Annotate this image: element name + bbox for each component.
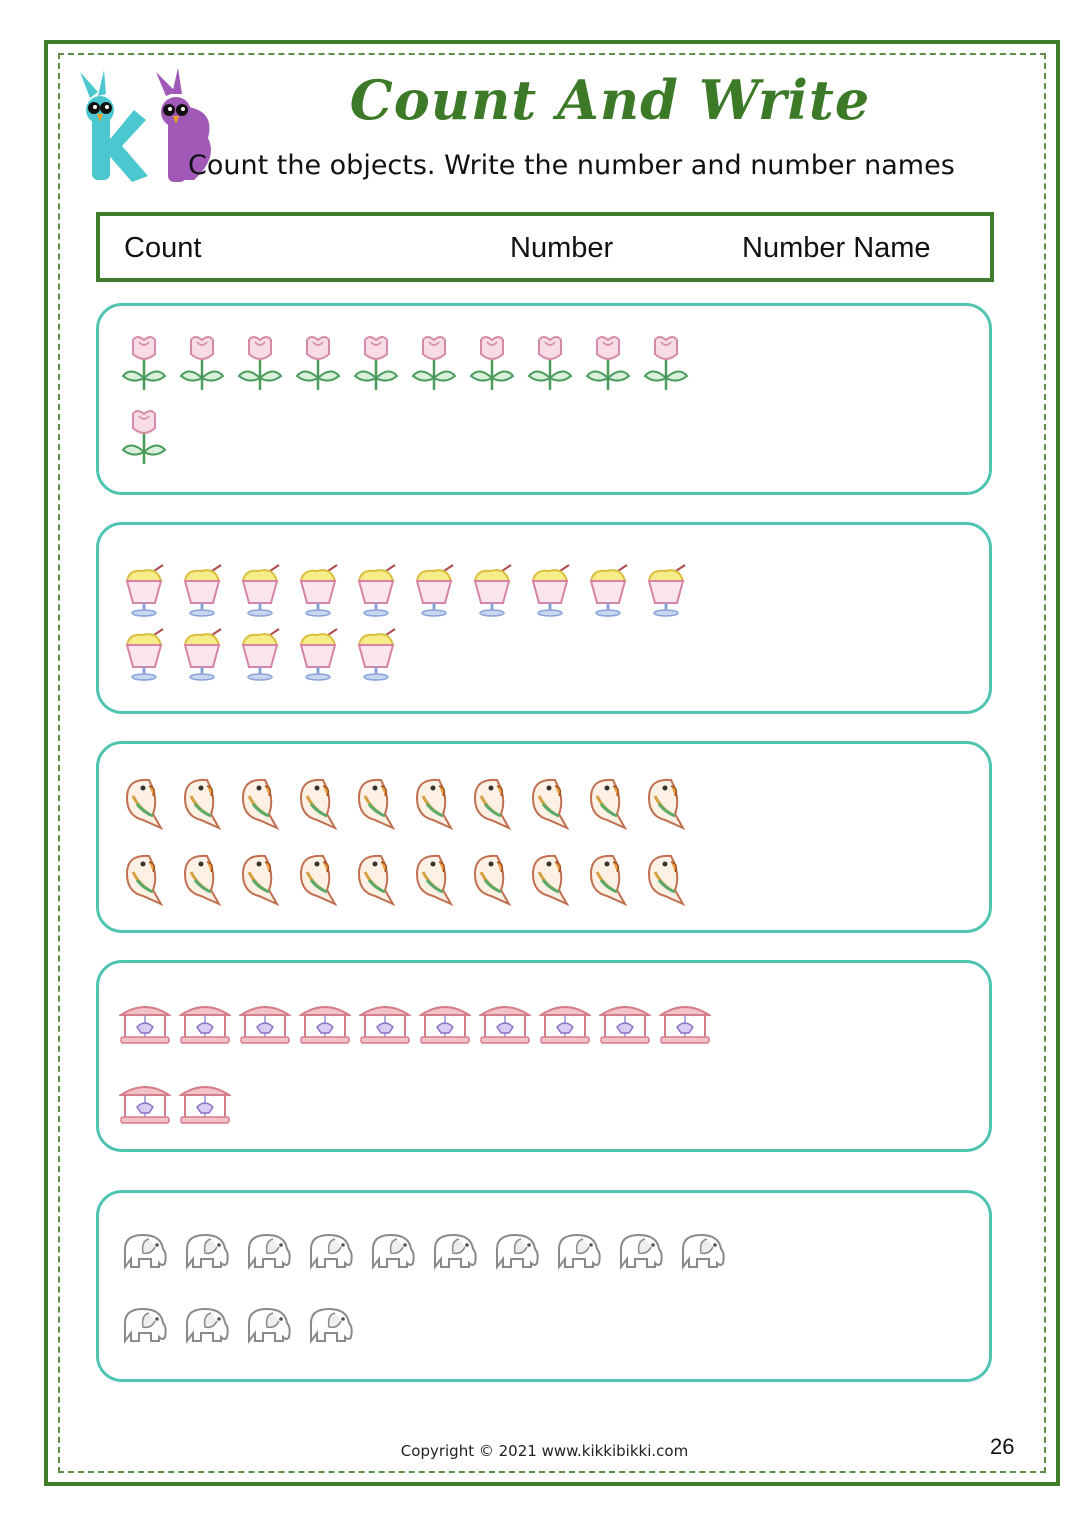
parrot-icon — [641, 774, 691, 830]
sundae-icon — [525, 563, 575, 619]
rose-icon — [351, 332, 401, 392]
carousel-row-1 — [119, 1001, 711, 1045]
parrot-icon — [351, 850, 401, 906]
carousel-icon — [179, 1001, 231, 1045]
count-box-carousels[interactable] — [96, 960, 992, 1152]
elephant-icon — [119, 1301, 171, 1349]
rose-icon — [235, 332, 285, 392]
elephant-icon — [243, 1227, 295, 1275]
sundae-icon — [119, 563, 169, 619]
parrot-icon — [235, 850, 285, 906]
parrot-icon — [467, 850, 517, 906]
rose-icon — [467, 332, 517, 392]
parrot-icon — [409, 774, 459, 830]
elephant-icon — [181, 1227, 233, 1275]
column-header-bar — [96, 212, 994, 282]
carousel-icon — [419, 1001, 471, 1045]
column-header-count: Count — [124, 232, 202, 264]
parrot-icon — [525, 850, 575, 906]
carousel-icon — [119, 1081, 171, 1125]
parrot-icon — [351, 774, 401, 830]
elephant-icon — [305, 1227, 357, 1275]
carousel-icon — [239, 1001, 291, 1045]
sundae-icon — [409, 563, 459, 619]
rose-icon — [119, 406, 169, 466]
parrot-icon — [641, 850, 691, 906]
rose-row-1 — [119, 332, 691, 392]
parrot-icon — [525, 774, 575, 830]
rose-icon — [583, 332, 633, 392]
worksheet-title: Count And Write — [349, 68, 871, 132]
carousel-icon — [539, 1001, 591, 1045]
rose-icon — [409, 332, 459, 392]
elephant-icon — [367, 1227, 419, 1275]
parrot-row-1 — [119, 774, 691, 830]
copyright-footer: Copyright © 2021 www.kikkibikki.com — [400, 1442, 689, 1460]
sundae-icon — [583, 563, 633, 619]
elephant-icon — [305, 1301, 357, 1349]
elephant-row-1 — [119, 1227, 729, 1275]
count-box-sundaes[interactable] — [96, 522, 992, 714]
sundae-icon — [351, 563, 401, 619]
carousel-icon — [599, 1001, 651, 1045]
rose-icon — [293, 332, 343, 392]
parrot-icon — [177, 850, 227, 906]
sundae-icon — [119, 627, 169, 683]
parrot-icon — [177, 774, 227, 830]
column-header-number: Number — [510, 232, 614, 264]
parrot-icon — [467, 774, 517, 830]
sundae-icon — [641, 563, 691, 619]
sundae-icon — [293, 563, 343, 619]
elephant-icon — [615, 1227, 667, 1275]
sundae-icon — [467, 563, 517, 619]
parrot-icon — [293, 850, 343, 906]
carousel-icon — [659, 1001, 711, 1045]
parrot-icon — [293, 774, 343, 830]
parrot-icon — [235, 774, 285, 830]
worksheet-instruction: Count the objects. Write the number and number names — [188, 150, 955, 181]
elephant-icon — [491, 1227, 543, 1275]
parrot-icon — [583, 774, 633, 830]
parrot-icon — [119, 850, 169, 906]
parrot-row-2 — [119, 850, 691, 906]
carousel-icon — [479, 1001, 531, 1045]
elephant-icon — [243, 1301, 295, 1349]
page-number: 26 — [990, 1434, 1015, 1459]
rose-row-2 — [119, 406, 169, 466]
rose-icon — [177, 332, 227, 392]
sundae-icon — [177, 627, 227, 683]
sundae-icon — [235, 563, 285, 619]
elephant-row-2 — [119, 1301, 357, 1349]
carousel-icon — [299, 1001, 351, 1045]
sundae-row-2 — [119, 627, 401, 683]
rose-icon — [119, 332, 169, 392]
sundae-icon — [293, 627, 343, 683]
sundae-icon — [177, 563, 227, 619]
count-box-elephants[interactable] — [96, 1190, 992, 1382]
elephant-icon — [119, 1227, 171, 1275]
carousel-icon — [359, 1001, 411, 1045]
parrot-icon — [409, 850, 459, 906]
carousel-row-2 — [119, 1081, 231, 1125]
carousel-icon — [119, 1001, 171, 1045]
sundae-row-1 — [119, 563, 691, 619]
parrot-icon — [119, 774, 169, 830]
column-header-number-name: Number Name — [742, 232, 931, 264]
count-box-roses[interactable] — [96, 303, 992, 495]
count-box-parrots[interactable] — [96, 741, 992, 933]
elephant-icon — [553, 1227, 605, 1275]
parrot-icon — [583, 850, 633, 906]
carousel-icon — [179, 1081, 231, 1125]
elephant-icon — [677, 1227, 729, 1275]
rose-icon — [641, 332, 691, 392]
sundae-icon — [235, 627, 285, 683]
elephant-icon — [181, 1301, 233, 1349]
rose-icon — [525, 332, 575, 392]
sundae-icon — [351, 627, 401, 683]
elephant-icon — [429, 1227, 481, 1275]
